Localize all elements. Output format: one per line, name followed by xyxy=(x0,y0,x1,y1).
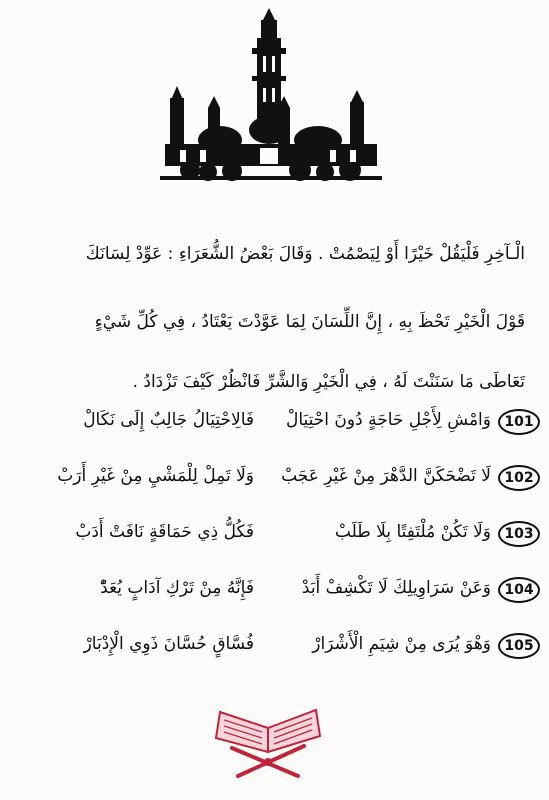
verse-number: 102 xyxy=(498,465,540,491)
verse-row xyxy=(14,578,535,608)
verse-second-hemistich: فَإِنَّهُ مِنْ تَرْكِ آدَابٍ يُعَدّْ xyxy=(100,578,254,598)
verse-row xyxy=(14,634,535,664)
quran-stand-icon xyxy=(212,698,324,782)
verse-first-hemistich: وَهْوَ يُرَى مِنْ شِيَمِ الْأَشْرَارْ xyxy=(312,634,491,654)
verse-number: 103 xyxy=(498,521,540,547)
verse-number: 104 xyxy=(498,577,540,603)
verse-row xyxy=(14,410,535,440)
verse-second-hemistich: وَلَا تَمِلْ لِلْمَشْيِ مِنْ غَيْرِ أَرَبْ xyxy=(57,466,254,486)
verse-second-hemistich: فُسَّاقٍ حُسَّانَ ذَوِي الْإِدْبَارْ xyxy=(83,634,254,654)
verse-number: 101 xyxy=(498,409,540,435)
verse-first-hemistich: وَعَنْ سَرَاوِيلِكَ لَا تَكْشِفْ أَبَدْ xyxy=(301,578,491,598)
verse-second-hemistich: فَكُلُّ ذِي حَمَاقَةٍ نَافَتْ أَدَبْ xyxy=(75,522,254,542)
prose-line: قَوْلَ الْخَيْرِ تَحْظَ بِهِ ، إِنَّ اللِّسَانَ لِمَا عَوَّدْتَ يَعْتَادُ ، فِي كُلِّ شَيْءٍ xyxy=(94,312,525,332)
verse-row xyxy=(14,522,535,552)
verse-second-hemistich: فَالِاحْتِيَالُ جَالِبٌ إِلَى نَكَالْ xyxy=(83,410,254,430)
prose-line: الْـآخِرِ فَلْيَقُلْ خَيْرًا أَوْ لِيَصْمُتْ . وَقَالَ بَعْضُ الشُّعَرَاءِ : عَوِّدْ لِسَانَكَ xyxy=(85,244,525,264)
prose-line: تَعَاطَى مَا سَنَنْتَ لَهُ ، فِي الْخَيْرِ وَالشَّرِّ فَانْظُرْ كَيْفَ تَزْدَادُ . xyxy=(132,372,525,392)
verse-number: 105 xyxy=(498,633,540,659)
mosque-illustration xyxy=(160,8,382,188)
verse-row xyxy=(14,466,535,496)
verse-first-hemistich: لَا تَضْحَكَنَّ الدَّهْرَ مِنْ غَيْرِ عَجَبْ xyxy=(281,466,491,486)
verse-first-hemistich: وَلَا تَكُنْ مُلْتَفِتًا بِلَا طَلَبْ xyxy=(334,522,491,542)
verse-first-hemistich: وَامْشِ لِأَجْلِ حَاجَةٍ دُونَ احْتِيَالْ xyxy=(285,410,491,430)
